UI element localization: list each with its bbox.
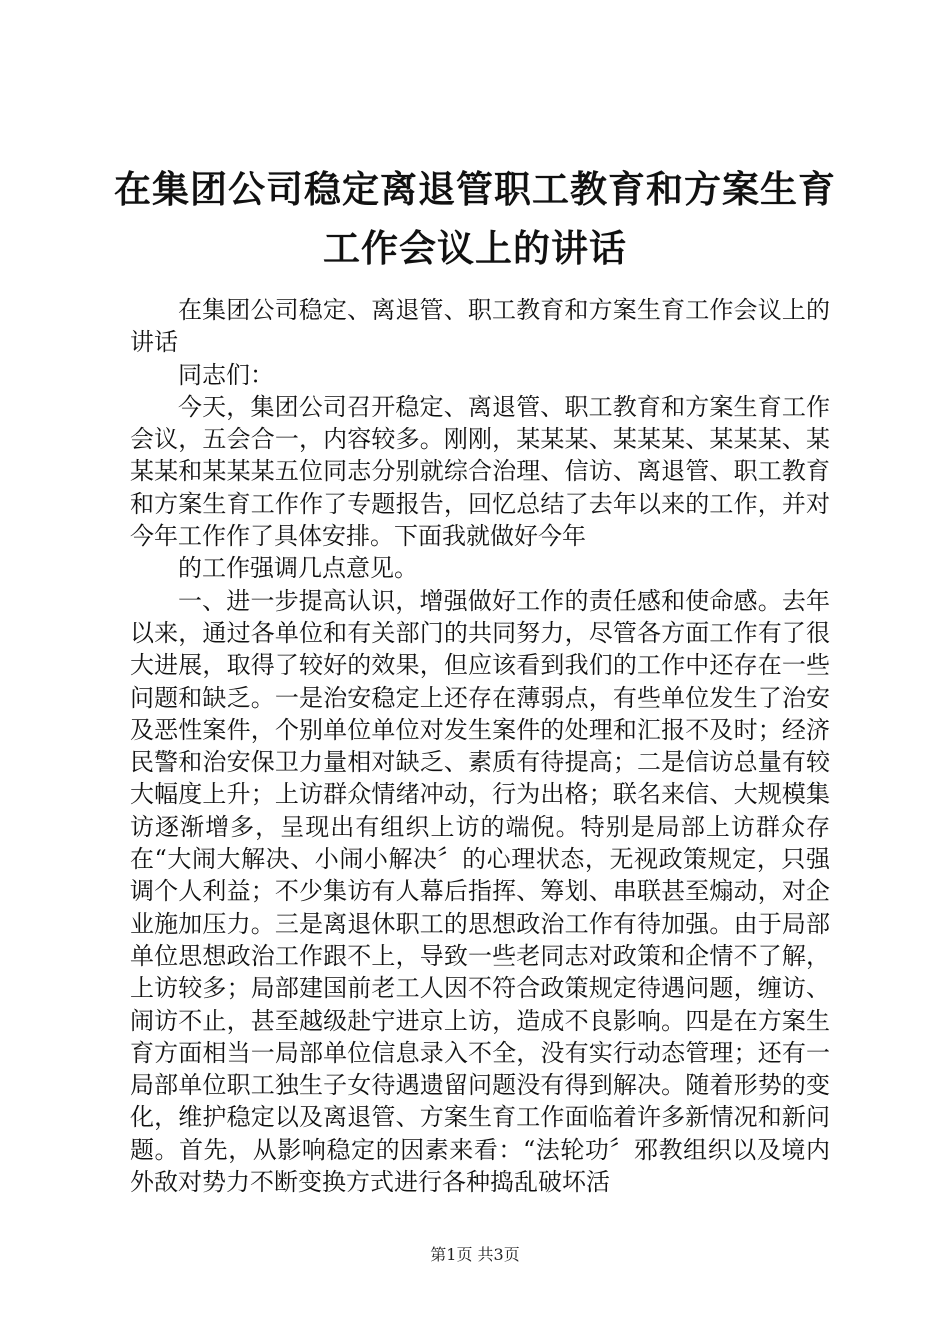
page-number-footer: 第1页 共3页 xyxy=(430,1245,520,1264)
body-paragraph-intro-continued: 的工作强调几点意见。 xyxy=(178,554,418,583)
body-paragraph-subtitle: 在集团公司稳定、离退管、职工教育和方案生育工作会议上的讲话 xyxy=(130,296,830,357)
body-paragraph-section-one: 一、进一步提高认识，增强做好工作的责任感和使命感。去年以来，通过各单位和有关部门的共同努力，尽管各方面工作有了很大进展，取得了较好的效果，但应该看到我们的工作中还存在一些问题和缺乏。一是治安稳定上还存在薄弱点，有些单位发生了治安及恶性案件，个别单位单位对发生案件的处理和汇报不及时；经济民警和治安保卫力量相对缺乏、素质有待提高；二是信访总量有较大幅度上升；上访群众情绪冲动，行为出格；联名来信、大规模集访逐渐增多，呈现出有组织上访的端倪。特别是局部上访群众存在“大闹大解决、小闹小解决〞的心理状态，无视政策规定，只强调个人利益；不少集访有人幕后指挥、筹划、串联甚至煽动，对企业施加压力。三是离退休职工的思想政治工作有待加强。由于局部单位思想政治工作跟不上，导致一些老同志对政策和企情不了解，上访较多；局部建国前老工人因不符合政策规定待遇问题，缠访、闹访不止，甚至越级赴宁进京上访，造成不良影响。四是在方案生育方面相当一局部单位信息录入不全，没有实行动态管理；还有一局部单位职工独生子女待遇遗留问题没有得到解决。随着形势的变化，维护稳定以及离退管、方案生育工作面临着许多新情况和新问题。首先，从影响稳定的因素来看：“法轮功〞邪教组织以及境内外敌对势力不断变换方式进行各种捣乱破坏活 xyxy=(130,586,830,1197)
document-title: 在集团公司稳定离退管职工教育和方案生育工作会议上的讲话 xyxy=(114,167,836,270)
body-paragraph-salutation: 同志们： xyxy=(178,360,274,389)
document-body xyxy=(130,294,830,1198)
body-paragraph-intro: 今天，集团公司召开稳定、离退管、职工教育和方案生育工作会议，五会合一，内容较多。刚刚，某某某、某某某、某某某、某某某和某某某五位同志分别就综合治理、信访、离退管、职工教育和方案生育工作作了专题报告，回忆总结了去年以来的工作，并对今年工作作了具体安排。下面我就做好今年 xyxy=(130,392,830,551)
